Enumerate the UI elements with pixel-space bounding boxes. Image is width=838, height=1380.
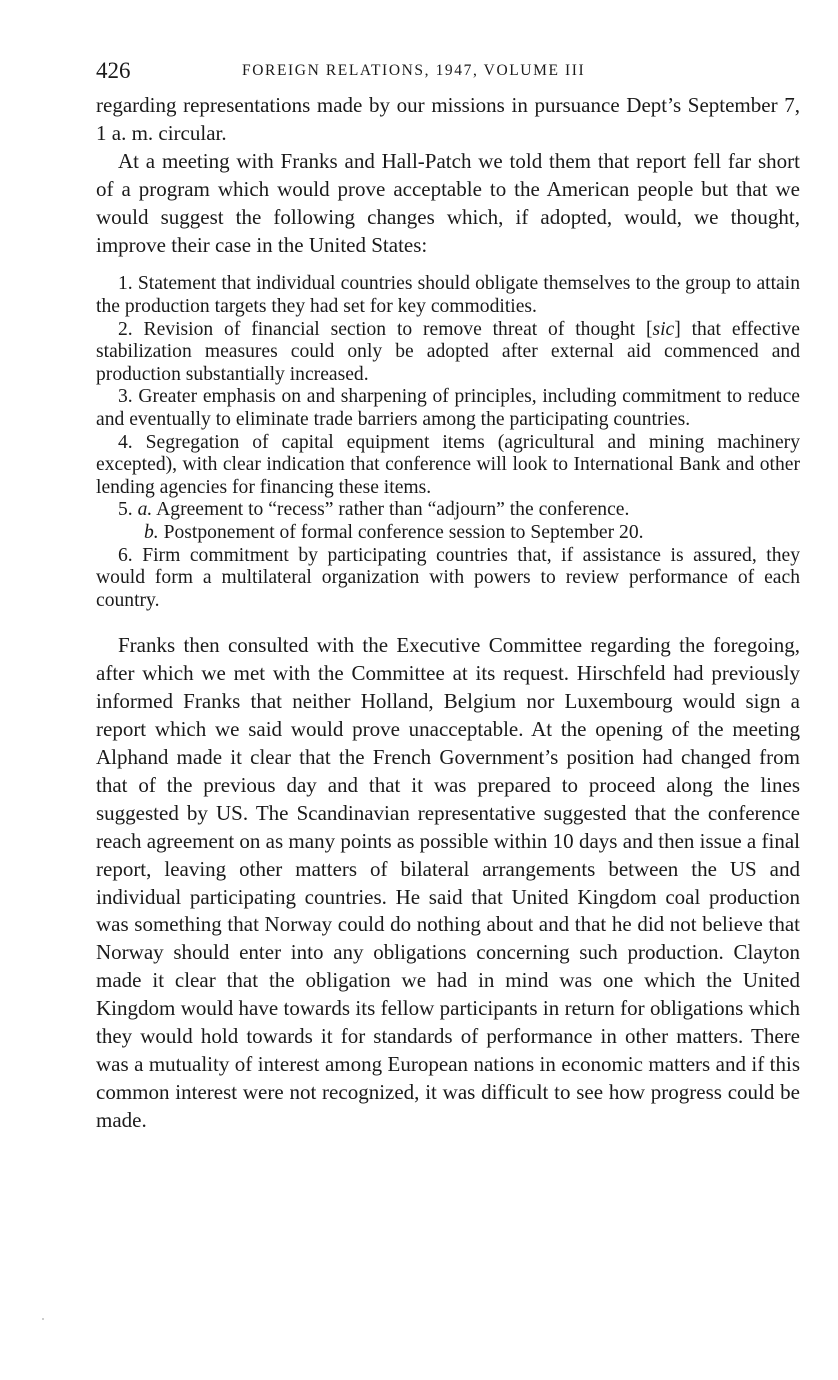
page-number: 426 <box>96 58 131 83</box>
list-item-2-text-before: 2. Revision of financial section to remove threat of thought [ <box>118 318 653 340</box>
list-item-2-text-after: ] that effective stabilization measures could only be adopted after external aid commenced and production substantially increased. <box>96 318 800 385</box>
scan-speck <box>42 1318 44 1320</box>
running-head-title: FOREIGN RELATIONS, 1947, VOLUME III <box>242 62 586 79</box>
list-item-5b-text: Postponement of formal conference session to September 20. <box>163 521 644 543</box>
document-page <box>96 58 800 1135</box>
list-item-1: 1. Statement that individual countries should obligate themselves to the group to attain the production targets they had set for key commodities. <box>96 273 800 318</box>
list-item-5-number: 5. <box>118 499 133 521</box>
list-item-5a <box>96 499 800 522</box>
list-item-5a-letter: a. <box>137 499 153 521</box>
list-item-4: 4. Segregation of capital equipment items (agricultural and mining machinery excepted), with clear indication that conference will look to International Bank and other lending agencies for financing these items. <box>96 431 800 498</box>
list-item-3: 3. Greater emphasis on and sharpening of principles, including commitment to reduce and eventually to eliminate trade barriers among the participating countries. <box>96 386 800 430</box>
list-item-2 <box>96 319 800 387</box>
paragraph-meeting-franks: At a meeting with Franks and Hall-Patch we told them that report fell far short of a program which would prove acceptable to the American people but that we would suggest the following changes which, if adopted, would, we thought, improve their case in the United States: <box>96 148 800 257</box>
list-item-6: 6. Firm commitment by participating countries that, if assistance is assured, they would form a multilateral organization with powers to review performance of each country. <box>96 544 800 611</box>
paragraph-executive-committee: Franks then consulted with the Executive Committee regarding the foregoing, after which we met with the Committee at its request. Hirschfeld had previously informed Franks that neither Holland, Belgium nor Luxembourg would sign a report which we said would prove unacceptable. At the opening of the meeting Alphand made it clear that the French Government’s position had changed from that of the previous day and that it was prepared to proceed along the lines suggested by US. The Scandinavian representative suggested that the conference reach agreement on as many points as possible within 10 days and then issue a final report, leaving other matters of bilateral arrangements between the US and individual participating countries. He said that United Kingdom coal production was something that Norway could do nothing about and that he did not believe that Norway should enter into any obligations concerning such production. Clayton made it clear that the obligation we had in mind was one which the United Kingdom would have towards its fellow participants in return for obligations which they would hold towards it for standards of performance in other matters. There was a mutuality of interest among European nations in economic matters and if this common interest were not recognized, it was difficult to see how progress could be made. <box>96 633 800 1132</box>
paragraph-continuation: regarding representations made by our missions in pursuance Dept’s September 7, 1 a. m. circular. <box>96 93 800 145</box>
suggested-changes-list <box>96 273 800 612</box>
list-item-5b <box>96 522 800 545</box>
list-item-5a-text: Agreement to “recess” rather than “adjourn” the conference. <box>156 499 630 521</box>
running-head <box>96 58 800 92</box>
list-item-5b-letter: b. <box>144 521 159 543</box>
sic-annotation: sic <box>652 318 675 340</box>
